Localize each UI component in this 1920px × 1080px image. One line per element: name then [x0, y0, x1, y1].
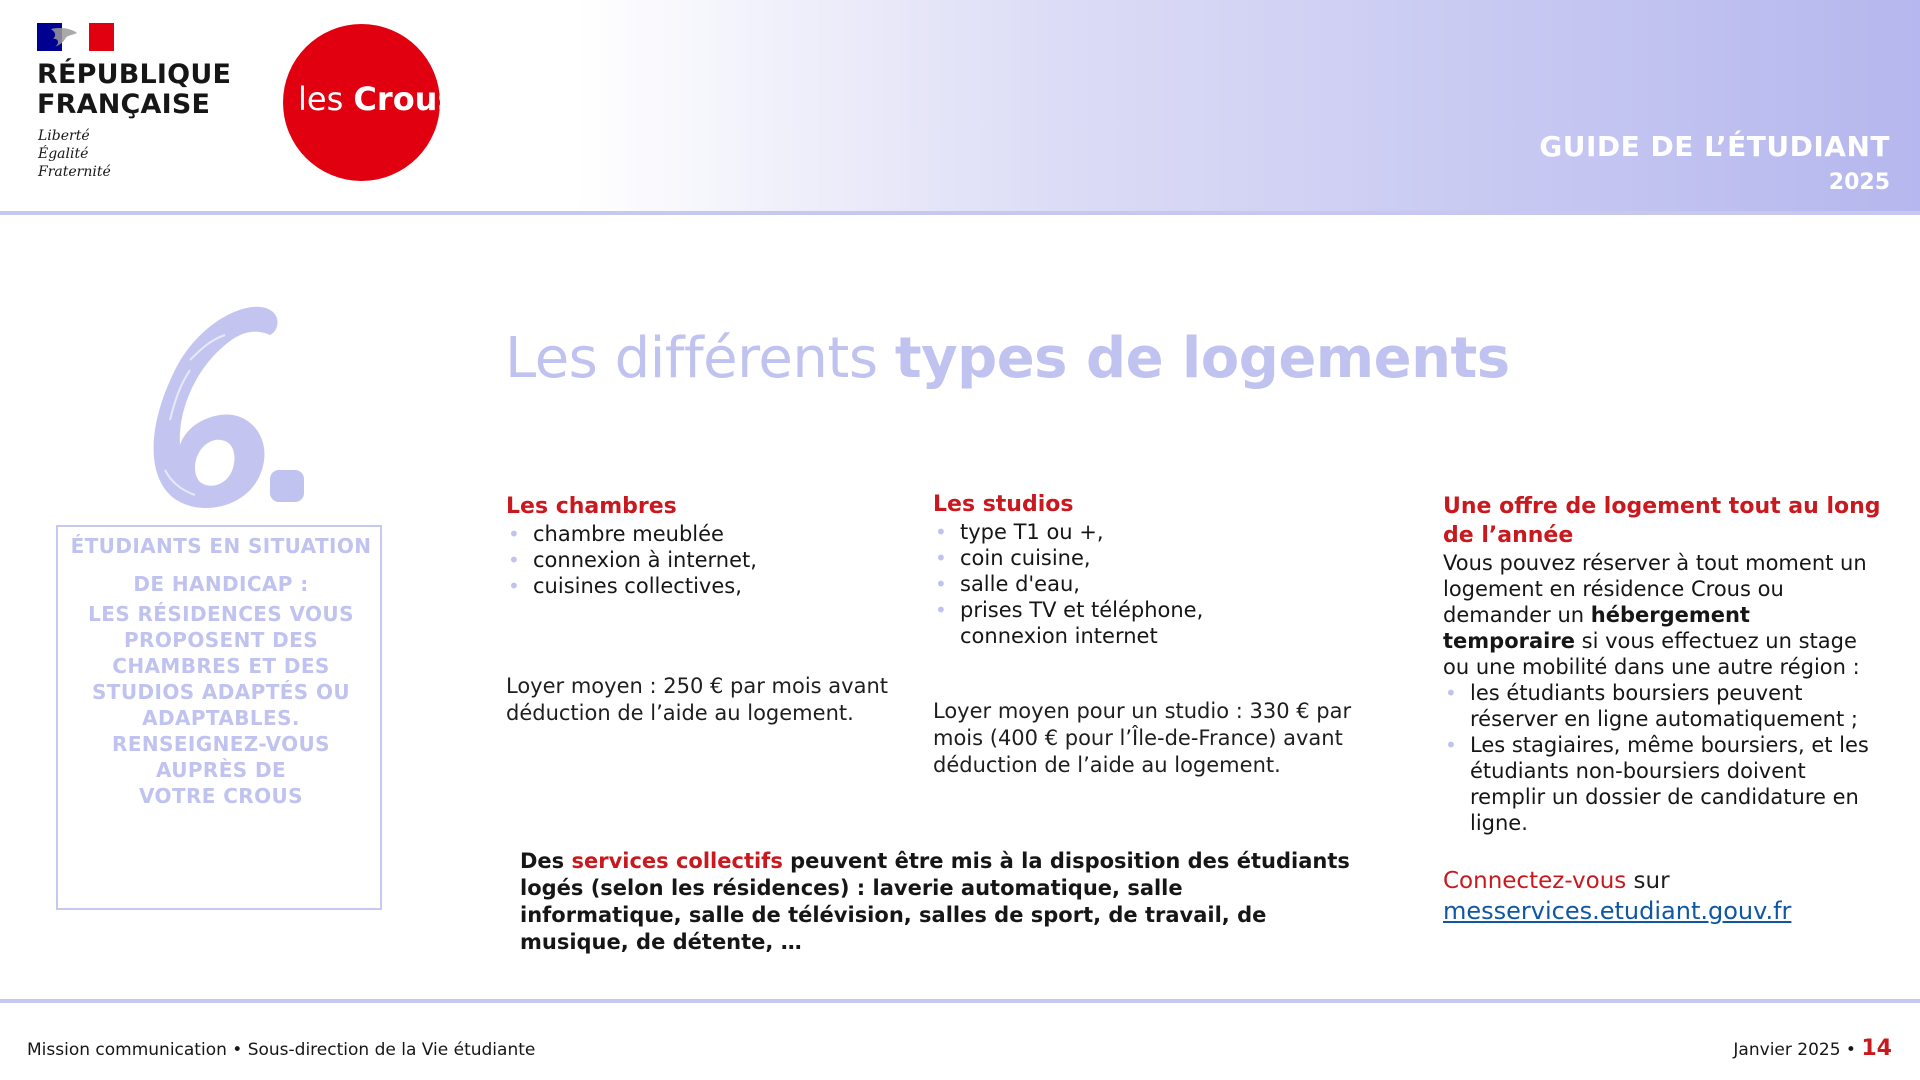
handicap-line: DE HANDICAP :: [133, 572, 309, 596]
motto-liberte: Liberté: [38, 128, 90, 144]
guide-year: 2025: [1828, 170, 1890, 195]
offre-intro-part1: Vous pouvez réserver à tout moment un logement en résidence Crous ou demander un: [1443, 551, 1867, 627]
list-item: • type T1 ou +,: [933, 519, 1393, 545]
services-collectifs-text: [520, 848, 1350, 956]
list-item: • salle d'eau,: [933, 571, 1393, 597]
chambres-heading: Les chambres: [506, 494, 677, 519]
studios-loyer: Loyer moyen pour un studio : 330 € par mois (400 € pour l’Île-de-France) avant déduction de l’aide au logement.: [933, 699, 1352, 777]
offre-section: [1443, 492, 1883, 836]
crous-logo-light: les: [298, 80, 344, 118]
handicap-line: VOTRE CROUS: [139, 784, 303, 808]
connect-line: [1443, 866, 1883, 896]
services-lead: Des: [520, 849, 572, 873]
offre-list: [1443, 680, 1883, 836]
connect-section: [1443, 866, 1883, 927]
footer-credit: Mission communication • Sous-direction de la Vie étudiante: [27, 1040, 536, 1060]
handicap-line: ÉTUDIANTS EN SITUATION: [70, 534, 372, 558]
list-item: • coin cuisine,: [933, 545, 1393, 571]
studios-heading: Les studios: [933, 492, 1074, 517]
header-divider: [0, 211, 1920, 215]
marianne-flag-icon: [37, 23, 114, 51]
list-item: • connexion à internet,: [506, 547, 916, 573]
motto-fraternite: Fraternité: [38, 164, 111, 180]
handicap-line: LES RÉSIDENCES VOUS: [88, 602, 354, 626]
page-number: 14: [1861, 1036, 1892, 1061]
connect-red-text: Connectez-vous: [1443, 868, 1627, 894]
motto-egalite: Égalité: [38, 146, 89, 162]
messervices-link[interactable]: messervices.etudiant.gouv.fr: [1443, 897, 1792, 925]
republique-line-2: FRANÇAISE: [37, 89, 211, 120]
handicap-info-text: [58, 533, 384, 809]
handicap-line: ADAPTABLES.: [142, 706, 300, 730]
section-number-six: [130, 300, 320, 515]
chambres-loyer: Loyer moyen : 250 € par mois avant déduction de l’aide au logement.: [506, 674, 888, 725]
page-title: [505, 326, 1510, 391]
crous-logo-text: [298, 80, 457, 118]
studios-section: [933, 490, 1393, 649]
page-title-light: Les différents: [505, 326, 878, 391]
republique-francaise-wordmark: [37, 60, 231, 120]
handicap-line: STUDIOS ADAPTÉS OU: [91, 680, 351, 704]
list-item: • cuisines collectives,: [506, 573, 916, 599]
connect-rest-text: sur: [1626, 868, 1670, 894]
offre-heading: Une offre de logement tout au long de l’année: [1443, 494, 1881, 548]
footer-divider: [0, 999, 1920, 1003]
offre-intro-bold: hébergement temporaire: [1443, 603, 1750, 653]
list-item: • prises TV et téléphone, connexion internet: [933, 597, 1260, 649]
page-title-bold: types de logements: [894, 326, 1510, 391]
handicap-line: CHAMBRES ET DES: [112, 654, 330, 678]
footer-date: Janvier 2025 •: [1733, 1040, 1856, 1060]
crous-logo-bold: Crous: [353, 80, 457, 118]
republique-line-1: RÉPUBLIQUE: [37, 59, 232, 90]
republique-motto: [38, 127, 111, 181]
list-item: • les étudiants boursiers peuvent réserver en ligne automatiquement ;: [1443, 680, 1883, 732]
guide-title: GUIDE DE L’ÉTUDIANT: [1539, 130, 1890, 163]
studios-list: [933, 519, 1393, 649]
list-item: • Les stagiaires, même boursiers, et les étudiants non-boursiers doivent remplir un dossier de candidature en ligne.: [1443, 732, 1883, 836]
footer-page-info: [1733, 1036, 1892, 1061]
offre-intro: [1443, 550, 1883, 680]
crous-logo: [283, 24, 457, 181]
chambres-section: [506, 492, 916, 599]
offre-intro-part2: si vous effectuez un stage ou une mobilité dans une autre région :: [1443, 629, 1860, 679]
handicap-line: AUPRÈS DE: [155, 758, 287, 782]
handicap-line: PROPOSENT DES: [124, 628, 318, 652]
handicap-info-box: [56, 525, 382, 910]
services-body: peuvent être mis à la disposition des étudiants logés (selon les résidences) : laverie automatique, salle informatique, salle de télévision, salles de sport, de travail, de musique, de détente, …: [520, 849, 1350, 954]
header-banner: [0, 0, 1920, 211]
list-item: • chambre meublée: [506, 521, 916, 547]
services-highlight: services collectifs: [571, 849, 783, 873]
handicap-line: RENSEIGNEZ-VOUS: [112, 732, 330, 756]
chambres-list: [506, 521, 916, 599]
